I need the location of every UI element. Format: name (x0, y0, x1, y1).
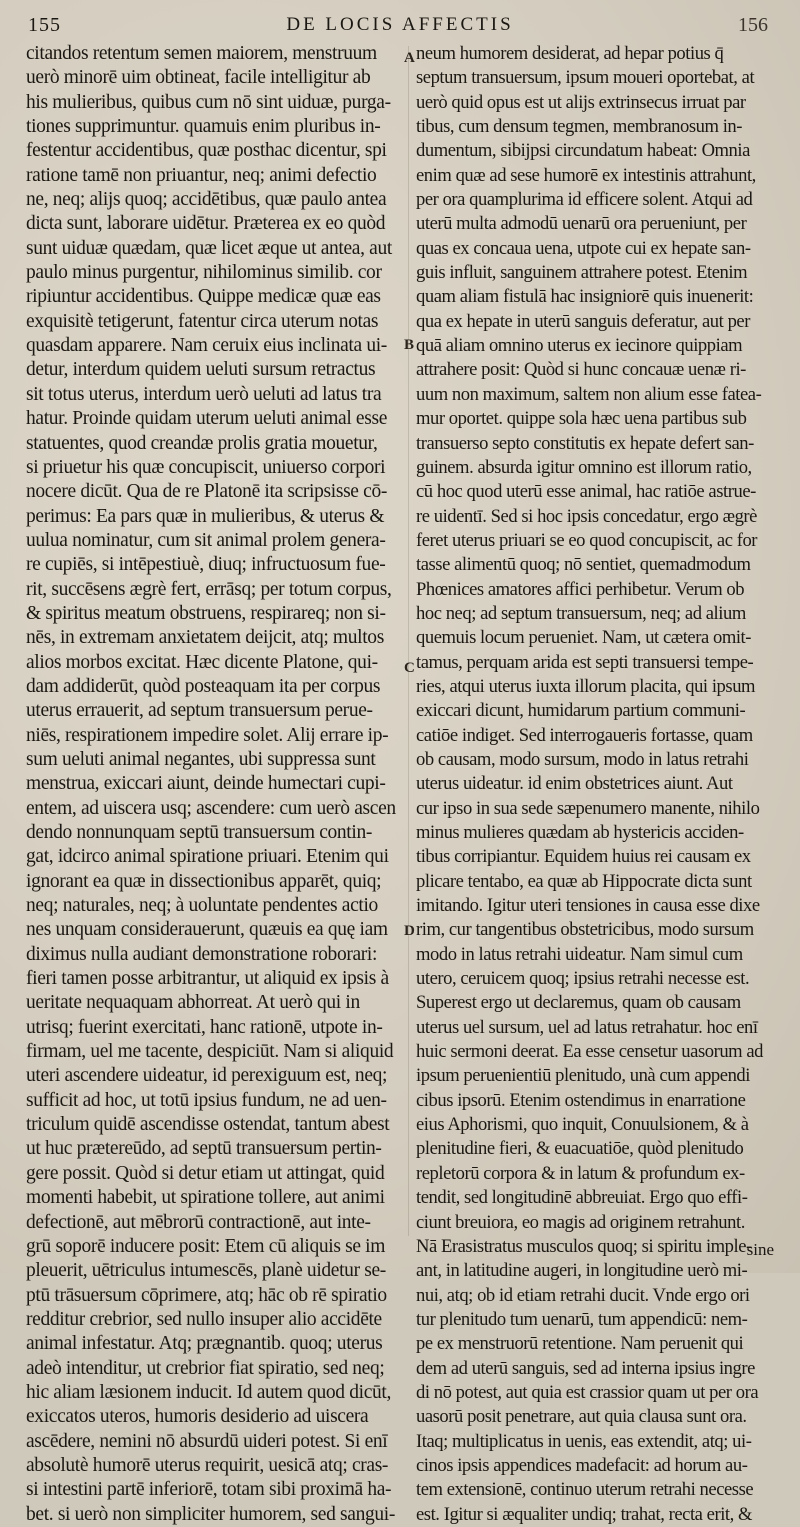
text-line: Superest ergo ut declaremus, quam ob causam (416, 992, 741, 1014)
text-line: attrahere posit: Quòd si hunc concauæ uenæ ri- (416, 359, 746, 381)
text-line: uum non maximum, saltem non alium esse fatea- (416, 383, 762, 405)
text-line: si priuetur his quæ concupiscit, uniuerso corpori (26, 456, 386, 478)
text-line: dumentum, sibijpsi circundatum habeat: Omnia (416, 140, 750, 162)
text-line: firmam, uel me tacente, despiciūt. Nam si aliquid (26, 1041, 394, 1063)
text-line: catiōe indiget. Sed interrogaueris fortasse, quam (416, 724, 753, 746)
text-line: grū soporē inducere posit: Etem cū aliquis se im (26, 1235, 386, 1257)
text-line: est. Igitur si æqualiter undiq; trahat, recta erit, & (416, 1503, 753, 1525)
text-line: uterus uel sursum, uel ad latus retrahatur. hoc enī (416, 1016, 758, 1038)
text-line: ripiuntur accidentibus. Quippe medicæ quæ eas (26, 286, 381, 308)
text-line: festentur accidentibus, quæ posthac dicentur, spi (26, 140, 387, 162)
section-marker-b: B (404, 337, 415, 353)
text-line: uterus uideatur. id enim obstetrices aiunt. Aut (416, 773, 733, 795)
text-line: ascēdere, nemini nō absurdū uideri potest. Si enī (26, 1430, 388, 1452)
text-line: utero, ceruicem quoq; ipsius retrahi necesse est. (416, 968, 750, 990)
text-line: nēs, in extremam anxietatem deijcit, atq; multos (26, 627, 384, 649)
text-line: Phœnices amatores affici perhibetur. Verum ob (416, 578, 745, 600)
page-number-right: 156 (738, 14, 768, 36)
text-line: sit totus uterus, interdum uerò ueluti ad latus tra (26, 383, 382, 405)
text-line: plenitudine fieri, & euacuatiōe, quòd plenitudo (416, 1138, 744, 1160)
text-line: tamus, perquam arida est septi transuersi tempe- (416, 651, 754, 673)
text-line: tibus corripiantur. Equidem huius rei causam ex (416, 846, 751, 868)
text-line: ipsum peruenientiū plenitudo, unà cum appendi (416, 1065, 750, 1087)
text-line: his mulieribus, quibus cum nō sint uiduæ, purga- (26, 91, 391, 113)
text-line: Nā Erasistratus musculos quoq; si spiritu imple- (416, 1235, 752, 1257)
text-line: quam aliam fistulā hac insigniorē quis inuenerit: (416, 286, 754, 308)
text-line: neq; naturales, neq; à uoluntate pendentes actio (26, 895, 378, 917)
text-line: ries, atqui uterus iuxta illorum placita, qui ipsum (416, 675, 756, 697)
text-line: dem ad uterū sanguis, sed ad interna ipsius ingre (416, 1357, 755, 1379)
text-line: quā aliam omnino uterus ex iecinore quippiam (416, 335, 743, 357)
text-line: enim quæ ad sese humorē ex intestinis attrahunt, (416, 164, 756, 186)
text-line: ueritate nequaquam abhorreat. At uerò qui in (26, 992, 360, 1014)
page-number-left: 155 (28, 14, 61, 36)
text-line: hoc neq; ad septum transuersum, neq; ad alium (416, 602, 746, 624)
text-line: rim, cur tangentibus obstetricibus, modo sursum (416, 919, 754, 941)
text-line: redditur crebrior, sed nullo insuper alio accidēte (26, 1308, 382, 1330)
text-line: quemuis locum perueniet. Nam, ut cætera omit- (416, 627, 752, 649)
text-line: cur ipso in sua sede sæpenumero manente, nihilo (416, 797, 760, 819)
text-line: tur plenitudo tum uenarū, tum appendicū: nem- (416, 1308, 748, 1330)
text-line: re cupiēs, si intēpestiuè, diuq; infructuosum fue- (26, 554, 386, 576)
text-line: qua ex hepate in uterū sanguis deferatur, aut per (416, 310, 750, 332)
text-line: alios morbos excitat. Hæc dicente Platone, qui- (26, 651, 378, 673)
text-line: triculum quidē ascendisse ostendat, tantum abest (26, 1114, 390, 1136)
text-line: exiccari dicunt, humidarum partium communi- (416, 700, 746, 722)
text-line: ob causam, modo sursum, modo in latus retrahi (416, 748, 749, 770)
running-title: DE LOCIS AFFECTIS (286, 14, 514, 35)
text-line: di nō potest, aut quia est crassior quam ut per ora (416, 1381, 759, 1403)
text-line: ciunt breuiora, eo magis ad originem retrahunt. (416, 1211, 745, 1233)
text-line: utrisq; fuerint exercitati, hanc rationē, utpote in- (26, 1016, 383, 1038)
text-line: neum humorem desiderat, ad hepar potius q̄ (416, 43, 724, 64)
text-line: tem extensionē, continuo uterum retrahi necesse (416, 1479, 754, 1501)
text-line: ptū trāsuersum cōprimere, atq; hāc ob rē spiratio (26, 1284, 387, 1306)
text-line: cū hoc quod uterū esse animal, hac ratiōe astrue- (416, 481, 756, 503)
text-line: uteri ascendere uideatur, id perexiguum est, neq; (26, 1065, 388, 1087)
text-line: gat, idcirco animal spiratione priuari. Etenim qui (26, 846, 389, 868)
text-line: statuentes, quod creandæ prolis gratia mouetur, (26, 432, 378, 454)
text-line: exiccatos uteros, humoris desiderio ad uiscera (26, 1406, 369, 1428)
text-line: & spiritus meatum obstruens, respirareq; non si- (26, 602, 386, 624)
text-line: Itaq; multiplicatus in uenis, eas extendit, atq; ui- (416, 1430, 752, 1452)
text-line: mur oportet. quippe sola hæc uena partibus sub (416, 408, 747, 430)
text-line: hic aliam læsionem inducit. Id autem quod dicūt, (26, 1381, 392, 1403)
text-line: ratione tamē non priuantur, neq; animi defectio (26, 164, 377, 186)
left-column (26, 42, 404, 1527)
text-line: tendit, sed longitudinē abbreuiat. Ergo quo effi- (416, 1187, 748, 1209)
text-line: bet. si uerò non simpliciter humorem, sed sangui- (26, 1503, 395, 1525)
text-line: perimus: Ea pars quæ in mulieribus, & uterus & (26, 505, 385, 527)
text-line: exquisitè tetigerunt, fatentur circa uterum notas (26, 310, 379, 332)
text-line: ant, in latitudine augeri, in longitudine uerò mi- (416, 1260, 748, 1282)
text-line: absolutè humorē uterus requirit, uesicā atq; cras- (26, 1454, 389, 1476)
text-line: transuerso septo constitutis ex hepate defert san- (416, 432, 754, 454)
text-line: gere possit. Quòd si detur etiam ut attingat, quid (26, 1162, 385, 1184)
text-line: si intestini partē inferiorē, totam sibi proximā ha- (26, 1479, 392, 1501)
text-line: feret uterus priuari se eo quod concupiscit, ac for (416, 529, 758, 551)
text-line: paulo minus purgentur, nihilominus similib. cor (26, 262, 382, 284)
text-line: eius Aphorismi, quo inquit, Conuulsionem, & à (416, 1114, 749, 1136)
text-line: uasorū posit penetrare, aut quia clausa sunt ora. (416, 1406, 747, 1428)
column-divider (408, 46, 409, 1236)
text-line: diximus nulla audiant demonstratione roborari: (26, 943, 378, 965)
text-line: rit, succēsens ægrè fert, errāsq; per totum corpus, (26, 578, 392, 600)
catchword: sine (746, 1240, 774, 1259)
text-line: uulua nominatur, cum sit animal prolem genera- (26, 529, 386, 551)
text-line: tibus, cum densum tegmen, membranosum in- (416, 116, 742, 138)
text-line: animal infestatur. Atq; prægnantib. quoq; uterus (26, 1333, 383, 1355)
text-line: sum ueluti animal negantes, ubi suppressa sunt (26, 748, 376, 770)
section-marker-c: C (404, 660, 415, 676)
text-line: septum transuersum, ipsum moueri oportebat, at (416, 67, 755, 89)
text-line: niēs, respirationem impedire solet. Alij errare ip- (26, 724, 389, 746)
text-line: modo in latus retrahi uideatur. Nam simul cum (416, 943, 743, 965)
text-line: re uidentī. Sed si hoc ipsis concedatur, ergo ægrè (416, 505, 757, 527)
text-line: quasdam apparere. Nam ceruix eius inclinata ui- (26, 335, 387, 357)
section-marker-d: D (404, 923, 415, 939)
text-line: fieri tamen posse arbitrantur, ut aliquid ex ipsis à (26, 968, 389, 990)
text-line: tiones supprimuntur. quamuis enim pluribus in- (26, 116, 381, 138)
text-line: pe ex menstruorū retentione. Nam peruenit qui (416, 1333, 744, 1355)
section-marker-a: A (404, 50, 415, 66)
text-line: huic sermoni deerat. Ea esse censetur uasorum ad (416, 1041, 764, 1063)
text-line: nocere dicūt. Qua de re Platonē ita scripsisse cō- (26, 481, 387, 503)
text-line: repletorū corpora & in latum & profundum ex- (416, 1162, 745, 1184)
text-line: defectionē, aut mēbrorū contractionē, aut inte- (26, 1211, 371, 1233)
text-line: nes unquam considerauerunt, quæuis ea quę iam (26, 919, 388, 941)
text-line: dam addiderūt, quòd posteaquam ita per corpus (26, 675, 381, 697)
text-line: detur, interdum quidem ueluti sursum retractus (26, 359, 376, 381)
running-head (0, 14, 800, 40)
text-line: pleuerit, uētriculus intumescēs, planè uidetur se- (26, 1260, 386, 1282)
text-line: dendo nonnunquam septū transuersum contin- (26, 822, 372, 843)
right-column (416, 42, 772, 1527)
text-line: guinem. absurda igitur omnino est illorum ratio, (416, 456, 752, 478)
text-line: citandos retentum semen maiorem, menstruum (26, 43, 377, 64)
text-line: sunt uiduæ quædam, quæ licet æque ut antea, aut (26, 237, 392, 259)
text-line: sufficit ad hoc, ut totū ipsius fundum, ne ad uen- (26, 1089, 387, 1111)
text-line: momenti habebit, ut spiratione tollere, aut animi (26, 1187, 385, 1209)
text-line: ignorant ea quæ in dissectionibus apparēt, quiq; (26, 870, 382, 892)
text-line: quas ex concaua uena, utpote cui ex hepate san- (416, 237, 751, 259)
text-line: guis influit, sanguinem attrahere potest. Etenim (416, 262, 748, 284)
text-line: ut huc prætereūdo, ad septū transuersum pertin- (26, 1138, 382, 1160)
text-line: minus mulieres quædam ab hystericis acciden- (416, 822, 744, 843)
text-line: uterus errauerit, ad septum transuersum perue- (26, 700, 373, 722)
text-line: adeò intenditur, ut crebrior fiat spiratio, sed neq; (26, 1357, 385, 1379)
text-line: dicta sunt, laborare uidētur. Præterea ex eo quòd (26, 213, 386, 235)
text-line: ne, neq; alijs quoq; accidētibus, quæ paulo antea (26, 189, 387, 211)
text-line: per ora quamplurima id efficere solent. Atqui ad (416, 189, 753, 211)
text-line: entem, ad uiscera usq; ascendere: cum uerò ascen (26, 797, 396, 819)
text-line: plicare tentabo, ea quæ ab Hippocrate dicta sunt (416, 870, 752, 892)
text-line: uerò minorē uim obtineat, facile intelligitur ab (26, 67, 371, 89)
text-line: menstrua, exiccari aiunt, deinde humectari cupi- (26, 773, 386, 795)
text-line: imitando. Igitur uteri tensiones in causa esse dixe (416, 895, 760, 917)
text-line: hatur. Proinde quidam uterum ueluti animal esse (26, 408, 388, 430)
text-line: nui, atq; ob id etiam retrahi ducit. Vnde ergo ori (416, 1284, 750, 1306)
text-line: cinos ipsis appendices madefacit: ad horum au- (416, 1454, 748, 1476)
text-line: tasse alimentū quoq; nō sentiet, quemadmodum (416, 554, 751, 576)
text-line: uerò quid opus est ut alijs extrinsecus irruat par (416, 91, 746, 113)
text-line: cibus ipsorū. Etenim ostendimus in enarratione (416, 1089, 746, 1111)
text-line: uterū multa admodū uenarū ora perueniunt, per (416, 213, 747, 235)
